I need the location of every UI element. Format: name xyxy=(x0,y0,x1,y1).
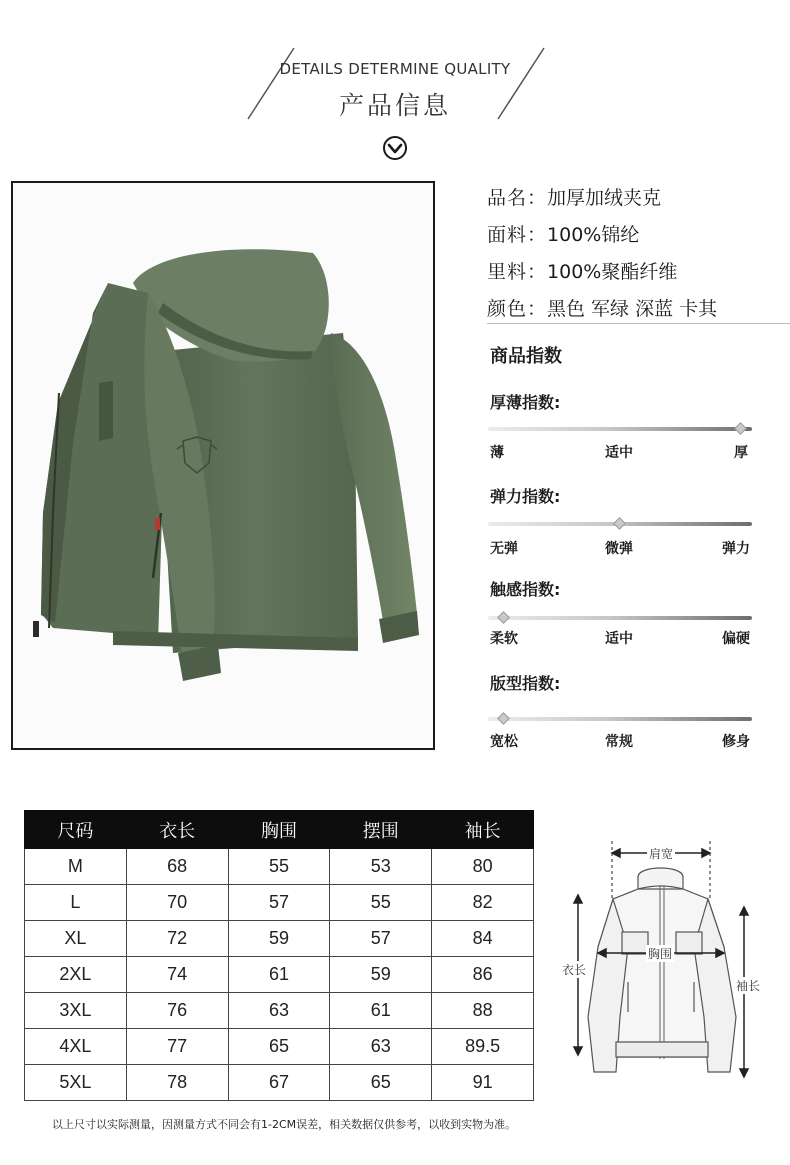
size-cell: 91 xyxy=(432,1065,534,1101)
size-cell: 61 xyxy=(330,993,432,1029)
info-row-lining xyxy=(487,257,677,284)
size-cell: 77 xyxy=(126,1029,228,1065)
table-row xyxy=(25,957,534,993)
size-cell: M xyxy=(25,849,127,885)
header-subtitle: DETAILS DETERMINE QUALITY xyxy=(279,60,511,78)
size-cell: 59 xyxy=(330,957,432,993)
size-cell: 76 xyxy=(126,993,228,1029)
info-value: 黑色 军绿 深蓝 卡其 xyxy=(547,298,718,320)
index-tick: 宽松 xyxy=(490,734,518,750)
size-cell: 55 xyxy=(228,849,330,885)
index-knob-thickness xyxy=(735,422,748,435)
size-cell: L xyxy=(25,885,127,921)
index-label-fit: 版型指数: xyxy=(490,674,561,693)
size-table-header-row xyxy=(25,811,534,849)
size-cell: 70 xyxy=(126,885,228,921)
size-cell: XL xyxy=(25,921,127,957)
table-row xyxy=(25,921,534,957)
index-knob-fit xyxy=(497,712,510,725)
index-tick: 薄 xyxy=(490,445,504,461)
size-cell: 88 xyxy=(432,993,534,1029)
index-label-thickness: 厚薄指数: xyxy=(490,393,561,412)
size-footnote: 以上尺寸以实际测量，因测量方式不同会有1-2CM误差，相关数据仅供参考，以收到实物为准。 xyxy=(52,1118,517,1131)
size-cell: 86 xyxy=(432,957,534,993)
chest-label: 胸围 xyxy=(648,947,673,961)
index-tick: 常规 xyxy=(605,734,633,750)
size-table-header: 摆围 xyxy=(330,811,432,849)
info-label: 面料： xyxy=(487,224,548,246)
index-tick: 弹力 xyxy=(722,541,750,557)
index-tick: 修身 xyxy=(722,734,750,750)
index-tick: 微弹 xyxy=(605,541,633,557)
info-label: 里料： xyxy=(487,261,548,283)
size-cell: 65 xyxy=(330,1065,432,1101)
size-table-header: 衣长 xyxy=(126,811,228,849)
header-title: 产品信息 xyxy=(338,91,451,120)
sleeve-label: 袖长 xyxy=(736,979,761,993)
size-cell: 4XL xyxy=(25,1029,127,1065)
size-cell: 61 xyxy=(228,957,330,993)
index-label-touch: 触感指数: xyxy=(490,580,561,599)
size-cell: 3XL xyxy=(25,993,127,1029)
info-divider xyxy=(487,323,790,324)
size-cell: 72 xyxy=(126,921,228,957)
size-cell: 57 xyxy=(330,921,432,957)
info-value: 100%聚酯纤维 xyxy=(547,261,678,283)
size-table-header: 尺码 xyxy=(25,811,127,849)
table-row xyxy=(25,885,534,921)
info-row-color xyxy=(487,294,717,321)
size-cell: 59 xyxy=(228,921,330,957)
size-table-header: 胸围 xyxy=(228,811,330,849)
info-row-name xyxy=(487,183,661,210)
index-tick: 适中 xyxy=(605,631,633,647)
index-tick: 柔软 xyxy=(490,631,518,647)
length-label: 衣长 xyxy=(562,963,587,977)
measurement-diagram xyxy=(558,827,774,1089)
info-label: 颜色： xyxy=(487,298,548,320)
header-decoration xyxy=(0,0,790,170)
size-cell: 65 xyxy=(228,1029,330,1065)
chevron-down-circle-icon[interactable] xyxy=(384,137,406,159)
size-cell: 82 xyxy=(432,885,534,921)
size-cell: 63 xyxy=(228,993,330,1029)
table-row xyxy=(25,1065,534,1101)
index-tick: 厚 xyxy=(734,445,748,461)
size-cell: 67 xyxy=(228,1065,330,1101)
size-cell: 78 xyxy=(126,1065,228,1101)
index-knob-elasticity xyxy=(613,517,626,530)
table-row xyxy=(25,993,534,1029)
size-cell: 2XL xyxy=(25,957,127,993)
info-label: 品名： xyxy=(487,187,548,209)
index-tick: 无弹 xyxy=(490,541,518,557)
size-cell: 55 xyxy=(330,885,432,921)
index-track-fit xyxy=(488,717,752,721)
size-table-header: 袖长 xyxy=(432,811,534,849)
size-cell: 74 xyxy=(126,957,228,993)
index-tick: 偏硬 xyxy=(722,631,750,647)
size-cell: 84 xyxy=(432,921,534,957)
index-track-thickness xyxy=(488,427,752,431)
product-photo xyxy=(11,181,435,750)
size-table xyxy=(24,810,534,1101)
index-label-elasticity: 弹力指数: xyxy=(490,487,561,506)
size-cell: 53 xyxy=(330,849,432,885)
size-cell: 80 xyxy=(432,849,534,885)
info-value: 100%锦纶 xyxy=(547,224,640,246)
table-row xyxy=(25,1029,534,1065)
size-cell: 57 xyxy=(228,885,330,921)
index-track-touch xyxy=(488,616,752,620)
index-knob-touch xyxy=(497,611,510,624)
index-tick: 适中 xyxy=(605,445,633,461)
size-cell: 63 xyxy=(330,1029,432,1065)
size-cell: 68 xyxy=(126,849,228,885)
jacket-illustration xyxy=(13,183,433,748)
index-section-title: 商品指数 xyxy=(490,346,562,367)
size-cell: 5XL xyxy=(25,1065,127,1101)
shoulder-label: 肩宽 xyxy=(649,847,674,861)
info-row-fabric xyxy=(487,220,639,247)
table-row xyxy=(25,849,534,885)
size-cell: 89.5 xyxy=(432,1029,534,1065)
info-value: 加厚加绒夹克 xyxy=(547,187,662,209)
